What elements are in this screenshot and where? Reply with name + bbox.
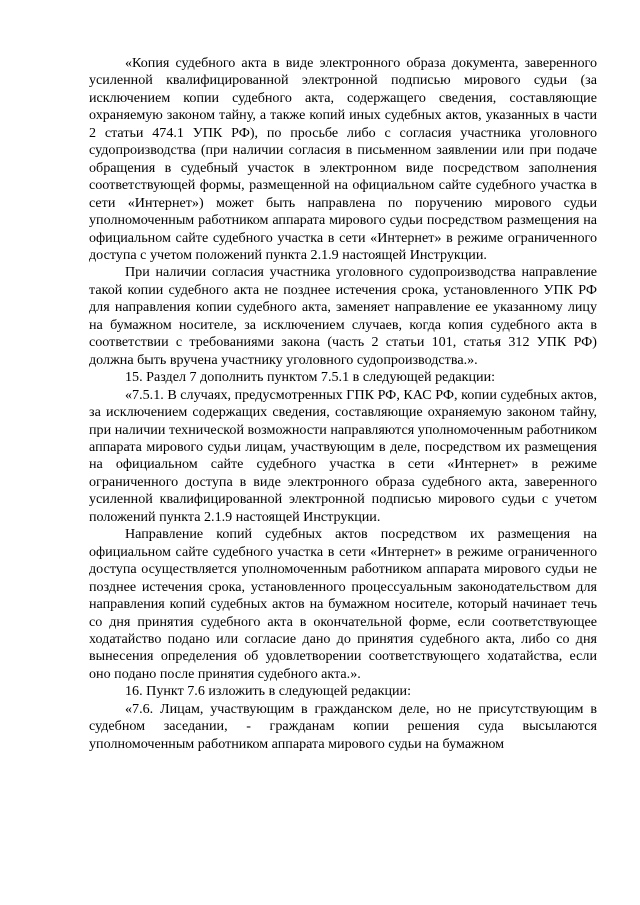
paragraph-restricted-access-delivery: Направление копий судебных актов посредством их размещения на официальном сайте судебного участка в сети «Интернет» в режиме ограниченного доступа осуществляется уполномоченным работником аппарата мирового судьи не позднее истечения срока, установленного процессуальным законодательством для направления копий судебных актов на бумажном носителе, который начинает течь со дня принятия судебного акта в окончательной форме, если соответствующее ходатайство подано или согласие дано до принятия судебного акта, либо со дня вынесения определения об удовлетворении соответствующего ходатайства, если оно подано после принятия судебного акта.».: [89, 526, 597, 682]
paragraph-item-7-5-1: «7.5.1. В случаях, предусмотренных ГПК РФ, КАС РФ, копии судебных актов, за исключением содержащих сведения, составляющие охраняемую законом тайну, при наличии технической возможности направляются уполномоченным работником аппарата мирового судьи лицам, участвующим в деле, посредством их размещения на официальном сайте судебного участка в сети «Интернет» в режиме ограниченного доступа в виде электронного образа судебного акта, заверенного усиленной квалифицированной электронной подписью мирового судьи с учетом положений пункта 2.1.9 настоящей Инструкции.: [89, 386, 597, 525]
paragraph-item-7-6: «7.6. Лицам, участвующим в гражданском деле, но не присутствующим в судебном заседании, - гражданам копии решения суда высылаются уполномоченным работником аппарата мирового судьи на бумажном: [89, 700, 597, 752]
paragraph-copy-of-judicial-act: «Копия судебного акта в виде электронного образа документа, заверенного усиленной квалифицированной электронной подписью мирового судьи (за исключением копии судебного акта, содержащего сведения, составляющие охраняемую законом тайну, а также копий иных судебных актов, указанных в части 2 статьи 474.1 УПК РФ), по просьбе либо с согласия участника уголовного судопроизводства (при наличии согласия в письменном заявлении или при подаче обращения в судебный участок в электронном виде посредством заполнения соответствующей формы, размещенной на официальном сайте судебного участка в сети «Интернет») может быть направлена по поручению мирового судьи уполномоченным работником аппарата мирового судьи посредством размещения на официальном сайте судебного участка в сети «Интернет» в режиме ограниченного доступа с учетом положений пункта 2.1.9 настоящей Инструкции.: [89, 55, 597, 263]
paragraph-consent-of-participant: При наличии согласия участника уголовного судопроизводства направление такой копии судебного акта не позднее истечения срока, установленного УПК РФ для направления копии судебного акта, заменяет направление ее указанному лицу на бумажном носителе, за исключением случаев, когда копия судебного акта в соответствии с требованиями закона (часть 2 статьи 101, статья 312 УПК РФ) должна быть вручена участнику уголовного судопроизводства.».: [89, 264, 597, 368]
paragraph-item-15: 15. Раздел 7 дополнить пунктом 7.5.1 в следующей редакции:: [125, 369, 496, 386]
paragraph-item-16: 16. Пункт 7.6 изложить в следующей редакции:: [125, 683, 412, 700]
document-body: [89, 55, 597, 753]
